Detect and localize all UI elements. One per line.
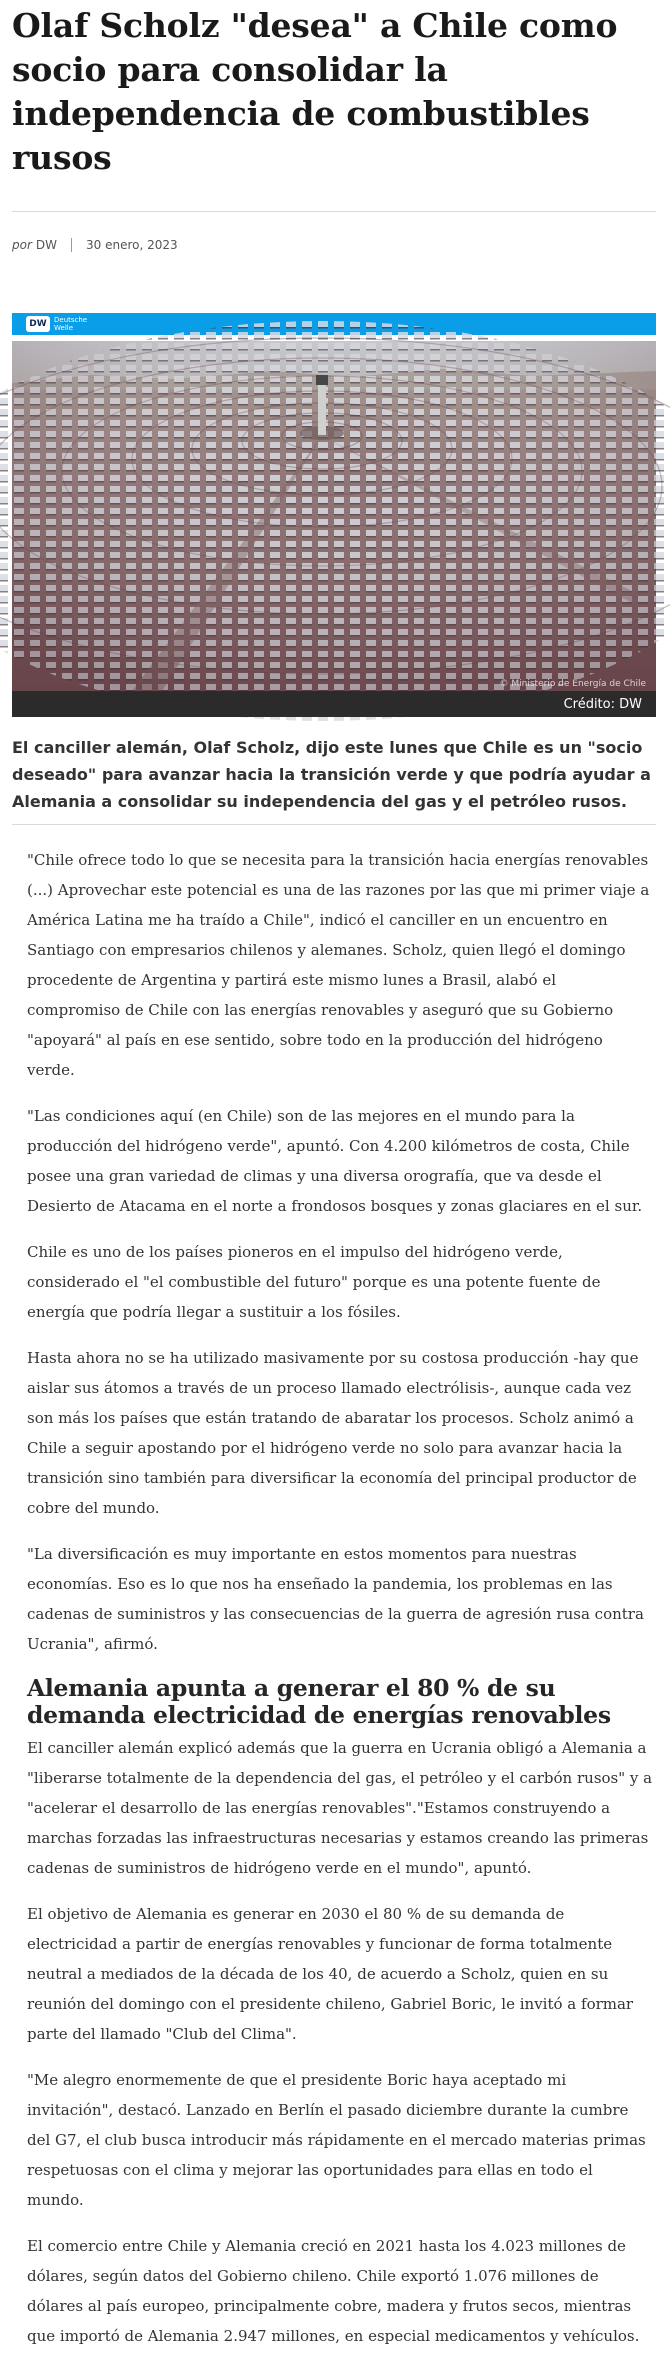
- body-paragraph: "La diversificación es muy importante en estos momentos para nuestras economías. Eso es lo que nos ha enseñado la pandemia, los problemas en las cadenas de suministros y las consecuencias de la guerra de agresión rusa contra Ucrania", afirmó.: [27, 1545, 644, 1653]
- solar-plant-photo: [12, 341, 656, 691]
- body-paragraph: Hasta ahora no se ha utilizado masivamente por su costosa producción -hay que aislar sus átomos a través de un proceso llamado electrólisis-, aunque cada vez son más los países que están tratando de abaratar los procesos. Scholz animó a Chile a seguir apostando por el hidrógeno verde no solo para avanzar hacia la transición sino también para diversificar la economía del principal productor de cobre del mundo.: [27, 1349, 639, 1517]
- body-paragraph: "Las condiciones aquí (en Chile) son de las mejores en el mundo para la producción del hidrógeno verde", apuntó. Con 4.200 kilómetros de costa, Chile posee una gran variedad de climas y una diversa orografía, que va desde el Desierto de Atacama en el norte a frondosos bosques y zonas glaciares en el sur.: [27, 1107, 643, 1215]
- body-paragraph: El canciller alemán explicó además que la guerra en Ucrania obligó a Alemania a "liberarse totalmente de la dependencia del gas, el petróleo y el carbón rusos" y a "acelerar el desarrollo de las energías renovables"."Estamos construyendo a marchas forzadas las infraestructuras necesarias y estamos creando las primeras cadenas de suministros de hidrógeno verde en el mundo", apuntó.: [27, 1739, 653, 1877]
- lead-divider: [12, 824, 656, 825]
- dw-logo: DW: [26, 316, 50, 332]
- byline: [12, 238, 178, 252]
- photo-watermark: © Ministerio de Energía de Chile: [499, 679, 646, 689]
- byline-separator: [71, 238, 72, 252]
- section-subheading: Alemania apunta a generar el 80 % de su demanda electricidad de energías renovables: [27, 1674, 611, 1729]
- byline-prefix: por: [12, 238, 32, 252]
- body-paragraph: Chile es uno de los países pioneros en el impulso del hidrógeno verde, considerado el "el combustible del futuro" porque es una potente fuente de energía que podría llegar a sustituir a los fósiles.: [27, 1243, 601, 1321]
- dw-logo-caption: Deutsche Welle: [54, 316, 88, 332]
- photo-credit: Crédito: DW: [563, 697, 642, 712]
- title-divider: [12, 211, 656, 212]
- article-lead: El canciller alemán, Olaf Scholz, dijo este lunes que Chile es un "socio deseado" para avanzar hacia la transición verde y que podría ayudar a Alemania a consolidar su independencia del gas y el petróleo rusos.: [12, 738, 651, 811]
- byline-date: 30 enero, 2023: [86, 238, 178, 252]
- article-body: [27, 845, 653, 2367]
- body-paragraph: El objetivo de Alemania es generar en 2030 el 80 % de su demanda de electricidad a partir de energías renovables y funcionar de forma totalmente neutral a mediados de la década de los 40, de acuerdo a Scholz, quien en su reunión del domingo con el presidente chileno, Gabriel Boric, le invitó a formar parte del llamado "Club del Clima".: [27, 1905, 634, 2043]
- body-paragraph: El comercio entre Chile y Alemania creció en 2021 hasta los 4.023 millones de dólares, según datos del Gobierno chileno. Chile exportó 1.076 millones de dólares al país europeo, principalmente cobre, madera y frutos secos, mientras que importó de Alemania 2.947 millones, en especial medicamentos y vehículos.: [27, 2237, 640, 2345]
- article-title: Olaf Scholz "desea" a Chile como socio para consolidar la independencia de combustibles rusos: [12, 6, 618, 177]
- body-paragraph: "Chile ofrece todo lo que se necesita para la transición hacia energías renovables (...) Aprovechar este potencial es una de las razones por las que mi primer viaje a América Latina me ha traído a Chile", indicó el canciller en un encuentro en Santiago con empresarios chilenos y alemanes. Scholz, quien llegó el domingo procedente de Argentina y partirá este mismo lunes a Brasil, alabó el compromiso de Chile con las energías renovables y aseguró que su Gobierno "apoyará" al país en ese sentido, sobre todo en la producción del hidrógeno verde.: [27, 851, 650, 1079]
- byline-author[interactable]: DW: [35, 238, 58, 252]
- body-paragraph: "Me alegro enormemente de que el presidente Boric haya aceptado mi invitación", destacó. Lanzado en Berlín el pasado diciembre durante la cumbre del G7, el club busca introducir más rápidamente en el mercado materias primas respetuosas con el clima y mejorar las oportunidades para ellas en todo el mundo.: [27, 2071, 646, 2209]
- photo-credit-bar: [12, 691, 656, 717]
- featured-media: [12, 313, 656, 717]
